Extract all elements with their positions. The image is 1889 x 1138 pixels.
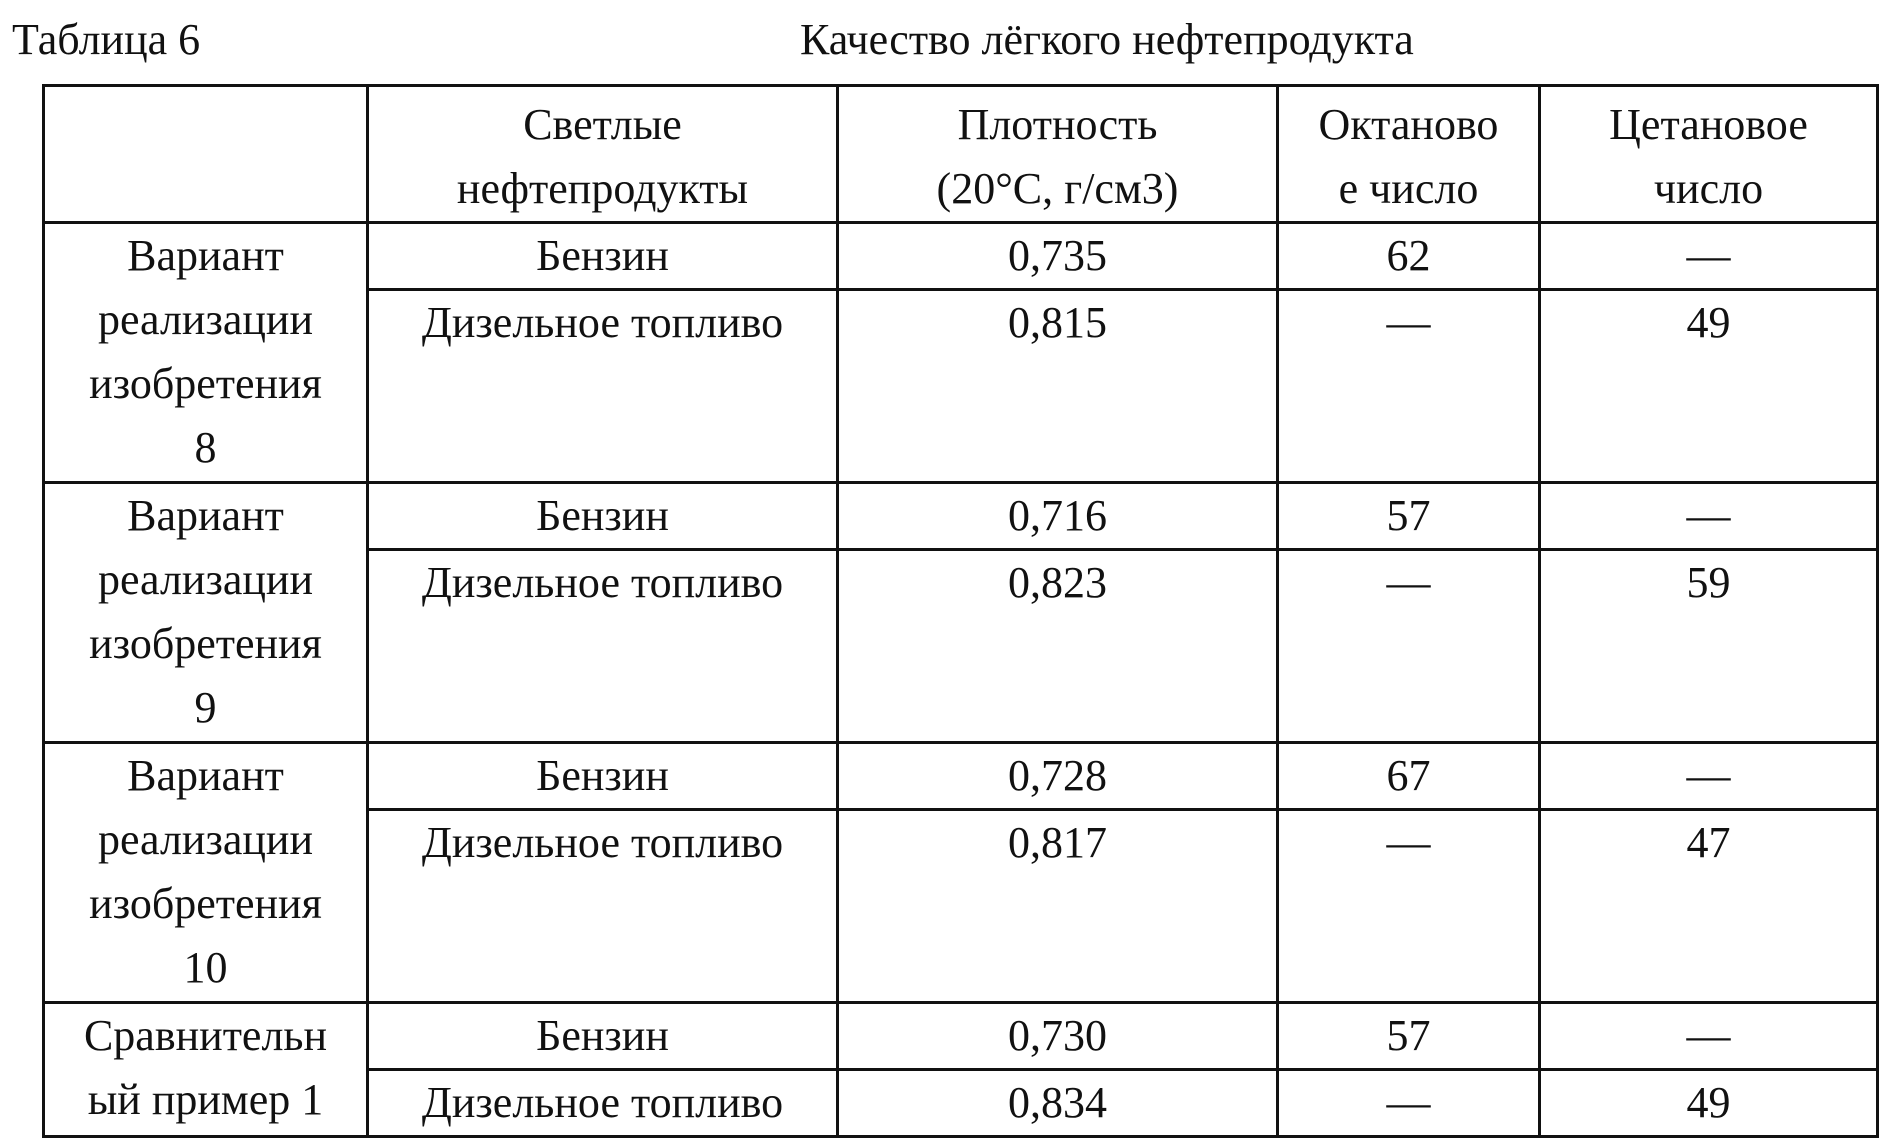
table-row xyxy=(44,483,1878,550)
product-cell: Бензин xyxy=(368,743,838,810)
cetane-cell: 49 xyxy=(1540,290,1878,483)
density-cell: 0,823 xyxy=(838,550,1278,743)
product-cell: Дизельное топливо xyxy=(368,810,838,1003)
table-number-label: Таблица 6 xyxy=(12,15,201,64)
product-cell: Бензин xyxy=(368,223,838,290)
cetane-cell: 49 xyxy=(1540,1070,1878,1137)
variant-label: Вариант реализации изобретения 8 xyxy=(44,223,368,483)
cetane-cell: 59 xyxy=(1540,550,1878,743)
octane-cell: — xyxy=(1278,290,1540,483)
header-cetane: Цетановое число xyxy=(1540,86,1878,223)
header-empty xyxy=(44,86,368,223)
product-cell: Дизельное топливо xyxy=(368,290,838,483)
density-cell: 0,735 xyxy=(838,223,1278,290)
table-row xyxy=(44,743,1878,810)
product-cell: Дизельное топливо xyxy=(368,550,838,743)
density-cell: 0,834 xyxy=(838,1070,1278,1137)
octane-cell: 62 xyxy=(1278,223,1540,290)
density-cell: 0,716 xyxy=(838,483,1278,550)
density-cell: 0,817 xyxy=(838,810,1278,1003)
cetane-cell: — xyxy=(1540,743,1878,810)
header-density: Плотность (20°С, г/см3) xyxy=(838,86,1278,223)
octane-cell: 67 xyxy=(1278,743,1540,810)
quality-table xyxy=(42,84,1879,1138)
density-cell: 0,730 xyxy=(838,1003,1278,1070)
octane-cell: — xyxy=(1278,810,1540,1003)
header-products: Светлые нефтепродукты xyxy=(368,86,838,223)
cetane-cell: 47 xyxy=(1540,810,1878,1003)
header-octane: Октаново е число xyxy=(1278,86,1540,223)
density-cell: 0,815 xyxy=(838,290,1278,483)
octane-cell: — xyxy=(1278,1070,1540,1137)
cetane-cell: — xyxy=(1540,483,1878,550)
cetane-cell: — xyxy=(1540,223,1878,290)
header-row xyxy=(44,86,1878,223)
octane-cell: 57 xyxy=(1278,483,1540,550)
variant-label: Вариант реализации изобретения 10 xyxy=(44,743,368,1003)
product-cell: Бензин xyxy=(368,483,838,550)
table-title: Качество лёгкого нефтепродукта xyxy=(800,15,1414,64)
product-cell: Бензин xyxy=(368,1003,838,1070)
product-cell: Дизельное топливо xyxy=(368,1070,838,1137)
density-cell: 0,728 xyxy=(838,743,1278,810)
table-row xyxy=(44,1003,1878,1070)
variant-label: Вариант реализации изобретения 9 xyxy=(44,483,368,743)
variant-label: Сравнительн ый пример 1 xyxy=(44,1003,368,1137)
octane-cell: — xyxy=(1278,550,1540,743)
octane-cell: 57 xyxy=(1278,1003,1540,1070)
table-row xyxy=(44,223,1878,290)
cetane-cell: — xyxy=(1540,1003,1878,1070)
